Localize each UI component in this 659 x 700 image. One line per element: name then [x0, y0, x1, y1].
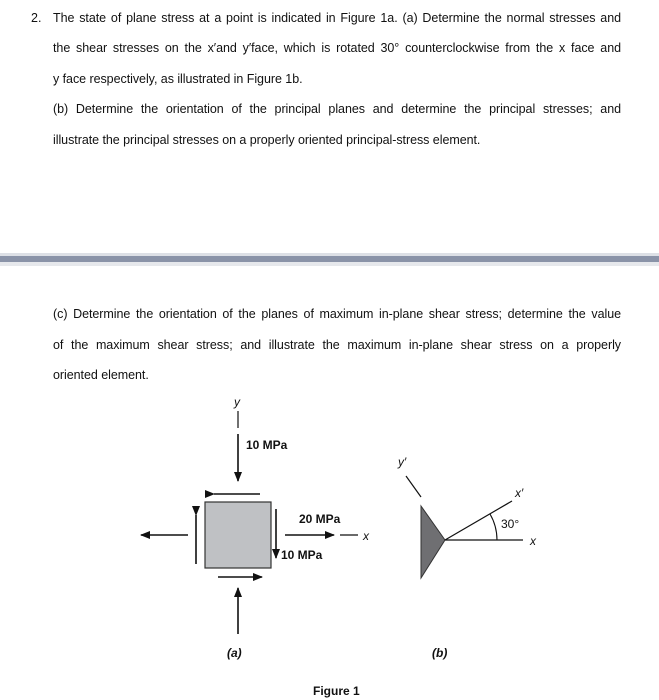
question-line-1: The state of plane stress at a point is indicated in Figure 1a. (a) Determine the normal stresses and — [53, 11, 621, 25]
figure-caption: Figure 1 — [313, 684, 360, 698]
fig-b-y-prime-axis — [406, 476, 421, 497]
question-number: 2. — [31, 11, 42, 25]
fig-b-x-prime-label: x′ — [515, 486, 524, 500]
question-c-line-3: oriented element. — [53, 368, 149, 382]
figure-b — [397, 455, 537, 660]
question-line-2: the shear stresses on the x′and y′face, which is rotated 30° counterclockwise from the x face and — [53, 41, 621, 55]
question-c-line-1: (c) Determine the orientation of the planes of maximum in-plane shear stress; determine the value — [53, 307, 621, 321]
fig-b-wedge — [421, 506, 445, 578]
fig-a-stress-element — [205, 502, 271, 568]
fig-a-right-stress-label: 20 MPa — [299, 512, 341, 526]
question-line-5: illustrate the principal stresses on a properly oriented principal-stress element. — [53, 133, 481, 147]
fig-b-x-label: x — [530, 534, 536, 548]
fig-a-label: (a) — [227, 646, 242, 660]
question-c-line-2: of the maximum shear stress; and illustrate the maximum in-plane shear stress on a properly — [53, 338, 621, 352]
figure-a — [141, 395, 370, 660]
fig-b-angle-arc — [490, 514, 497, 540]
question-line-3: y face respectively, as illustrated in Figure 1b. — [53, 72, 303, 86]
fig-a-x-axis-label: x — [363, 529, 369, 543]
fig-b-label: (b) — [432, 646, 448, 660]
fig-a-y-axis-label: y — [234, 395, 240, 409]
question-line-4: (b) Determine the orientation of the principal planes and determine the principal stresses; and — [53, 102, 621, 116]
fig-a-top-stress-label: 10 MPa — [246, 438, 288, 452]
fig-a-shear-stress-label: 10 MPa — [281, 548, 323, 562]
fig-b-y-prime-label: y′ — [398, 455, 407, 469]
fig-b-angle-label: 30° — [501, 517, 520, 531]
